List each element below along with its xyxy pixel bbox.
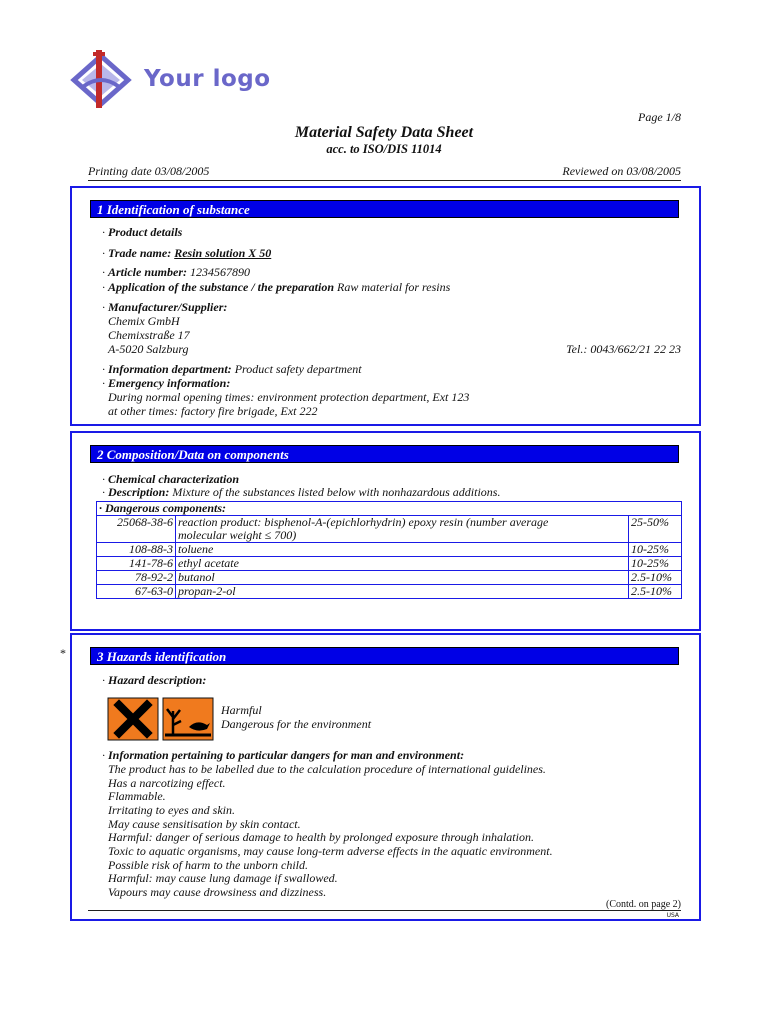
trade-name-value: Resin solution X 50 <box>174 246 272 260</box>
danger-line: Possible risk of harm to the unborn child. <box>108 858 308 872</box>
country-label: USA <box>666 912 679 919</box>
cas-number: 67-63-0 <box>97 585 176 599</box>
harmful-x-icon <box>108 698 158 740</box>
table-row <box>97 543 682 557</box>
table-row <box>97 557 682 571</box>
page-number: Page 1/8 <box>638 110 681 124</box>
danger-line: Toxic to aquatic organisms, may cause long-term adverse effects in the aquatic environment. <box>108 844 553 858</box>
dangerous-components-label: · Dangerous components: <box>97 502 682 516</box>
company-street: Chemixstraße 17 <box>108 328 190 342</box>
component-percentage: 2.5-10% <box>629 585 682 599</box>
article-number-line: · Article number: 1234567890 <box>102 265 251 279</box>
component-percentage: 10-25% <box>629 557 682 571</box>
danger-line: Vapours may cause drowsiness and dizziness. <box>108 885 327 899</box>
danger-line: Flammable. <box>108 789 166 803</box>
cas-number: 108-88-3 <box>97 543 176 557</box>
table-row <box>97 516 682 543</box>
product-details-line: · Product details <box>102 225 183 239</box>
component-name: reaction product: bisphenol-A-(epichlorhydrin) epoxy resin (number average molecular weight ≤ 700) <box>176 516 629 543</box>
table-row <box>97 571 682 585</box>
danger-line: The product has to be labelled due to the calculation procedure of international guidelines. <box>108 762 546 776</box>
section-1-heading: 1 Identification of substance <box>90 200 679 218</box>
hazard-pictograms <box>107 697 215 746</box>
component-percentage: 10-25% <box>629 543 682 557</box>
logo-text: Your logo <box>144 66 271 92</box>
cas-number: 141-78-6 <box>97 557 176 571</box>
component-name: toluene <box>176 543 629 557</box>
hazard-description-label: · Hazard description: <box>102 673 207 687</box>
emergency-line-1: During normal opening times: environment protection department, Ext 123 <box>108 390 470 404</box>
revision-star: * <box>60 646 66 660</box>
logo-mark-icon <box>68 46 134 112</box>
danger-line: May cause sensitisation by skin contact. <box>108 817 301 831</box>
section-2-heading: 2 Composition/Data on components <box>90 445 679 463</box>
reviewed-date: Reviewed on 03/08/2005 <box>562 164 681 178</box>
printing-date: Printing date 03/08/2005 <box>88 164 210 178</box>
company-city: A-5020 Salzburg <box>108 342 189 356</box>
table-header-row <box>97 502 682 516</box>
document-title: Material Safety Data Sheet <box>294 124 474 141</box>
emergency-line-2: at other times: factory fire brigade, Ext 222 <box>108 404 318 418</box>
trade-name-line: · Trade name: Resin solution X 50 <box>102 246 272 260</box>
component-name: ethyl acetate <box>176 557 629 571</box>
description-line: · Description: Mixture of the substances listed below with nonhazardous additions. <box>102 485 501 499</box>
chemical-characterization-line: · Chemical characterization <box>102 472 240 486</box>
emergency-label: · Emergency information: <box>102 376 231 390</box>
table-row <box>97 585 682 599</box>
danger-line: Harmful: may cause lung damage if swallowed. <box>108 871 338 885</box>
information-dangers-label: · Information pertaining to particular dangers for man and environment: <box>102 748 465 762</box>
section-3-heading: 3 Hazards identification <box>90 647 679 665</box>
component-name: propan-2-ol <box>176 585 629 599</box>
component-percentage: 25-50% <box>629 516 682 543</box>
company-telephone: Tel.: 0043/662/21 22 23 <box>566 342 681 356</box>
application-line: · Application of the substance / the preparation Raw material for resins <box>102 280 451 294</box>
component-percentage: 2.5-10% <box>629 571 682 585</box>
footer-rule <box>88 910 681 911</box>
environment-hazard-icon <box>163 698 213 740</box>
cas-number: 25068-38-6 <box>97 516 176 543</box>
document-subtitle: acc. to ISO/DIS 11014 <box>326 142 442 156</box>
components-table <box>96 501 682 599</box>
hazard-environment: Dangerous for the environment <box>221 717 372 731</box>
danger-line: Irritating to eyes and skin. <box>108 803 235 817</box>
manufacturer-label: · Manufacturer/Supplier: <box>102 300 228 314</box>
continued-note: (Contd. on page 2) <box>606 899 681 910</box>
component-name: butanol <box>176 571 629 585</box>
hazard-harmful: Harmful <box>221 703 262 717</box>
information-department-line: · Information department: Product safety department <box>102 362 362 376</box>
header-rule <box>88 180 681 181</box>
danger-line: Harmful: danger of serious damage to health by prolonged exposure through inhalation. <box>108 830 534 844</box>
company-name: Chemix GmbH <box>108 314 180 328</box>
cas-number: 78-92-2 <box>97 571 176 585</box>
danger-line: Has a narcotizing effect. <box>108 776 226 790</box>
